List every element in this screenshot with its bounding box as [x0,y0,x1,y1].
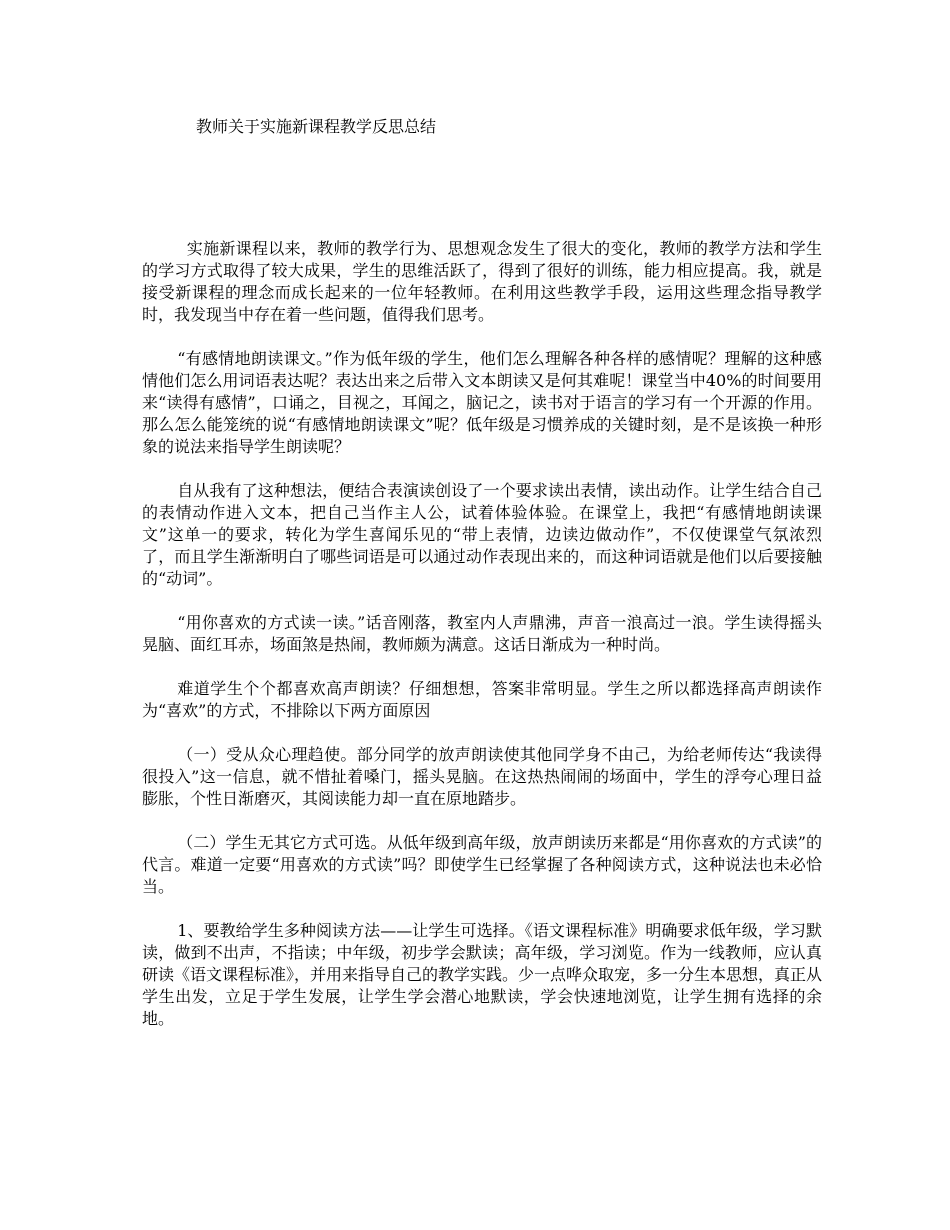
paragraph-method-one: 1、要教给学生多种阅读方法——让学生可选择。《语文课程标准》明确要求低年级，学习默读，做到不出声，不指读；中年级，初步学会默读；高年级，学习浏览。作为一线教师，应认真研读《语文课程标准》，并用来指导自己的教学实践。少一点哗众取宠，多一分生本思想，真正从学生出发，立足于学生发展，让学生学会潜心地默读，学会快速地浏览，让学生拥有选择的余地。 [142,921,823,1028]
document-title: 教师关于实施新课程教学反思总结 [196,117,437,136]
document-body [142,238,822,1052]
paragraph-performance-reading: 自从我有了这种想法，便结合表演读创设了一个要求读出表情，读出动作。让学生结合自己的表情动作进入文本，把自己当作主人公，试着体验体验。在课堂上，我把“有感情地朗读课文”这单一的要求，转化为学生喜闻乐见的“带上表情，边读边做动作”，不仅使课堂气氛浓烈了，而且学生渐渐明白了哪些词语是可以通过动作表现出来的，而这种词语就是他们以后要接触的“动词”。 [142,481,822,588]
paragraph-intro: 实施新课程以来，教师的教学行为、思想观念发生了很大的变化，教师的教学方法和学生的学习方式取得了较大成果，学生的思维活跃了，得到了很好的训练，能力相应提高。我，就是接受新课程的理念而成长起来的一位年轻教师。在利用这些教学手段，运用这些理念指导教学时，我发现当中存在着一些问题，值得我们思考。 [142,239,822,324]
paragraph-favorite-way: “用你喜欢的方式读一读。”话音刚落，教室内人声鼎沸，声音一浪高过一浪。学生读得摇头晃脑、面红耳赤，场面煞是热闹，教师颇为满意。这话日渐成为一种时尚。 [142,613,822,654]
paragraph-emotional-reading: “有感情地朗读课文。”作为低年级的学生，他们怎么理解各种各样的感情呢？理解的这种感情他们怎么用词语表达呢？表达出来之后带入文本朗读又是何其难呢！课堂当中40%的时间要用来“读得有感情”，口诵之，目视之，耳闻之，脑记之，读书对于语言的学习有一个开源的作用。那么怎么能笼统的说“有感情地朗读课文”呢？低年级是习惯养成的关键时刻，是不是该换一种形象的说法来指导学生朗读呢？ [142,349,822,456]
paragraph-reason-two: （二）学生无其它方式可选。从低年级到高年级，放声朗读历来都是“用你喜欢的方式读”的代言。难道一定要“用喜欢的方式读”吗？即使学生已经掌握了各种阅读方式，这种说法也未必恰当。 [142,833,822,896]
paragraph-question: 难道学生个个都喜欢高声朗读？仔细想想，答案非常明显。学生之所以都选择高声朗读作为“喜欢”的方式，不排除以下两方面原因 [142,679,822,720]
paragraph-reason-one: （一）受从众心理趋使。部分同学的放声朗读使其他同学身不由己，为给老师传达“我读得很投入”这一信息，就不惜扯着嗓门，摇头晃脑。在这热热闹闹的场面中，学生的浮夸心理日益膨胀，个性日渐磨灭，其阅读能力却一直在原地踏步。 [142,745,822,808]
